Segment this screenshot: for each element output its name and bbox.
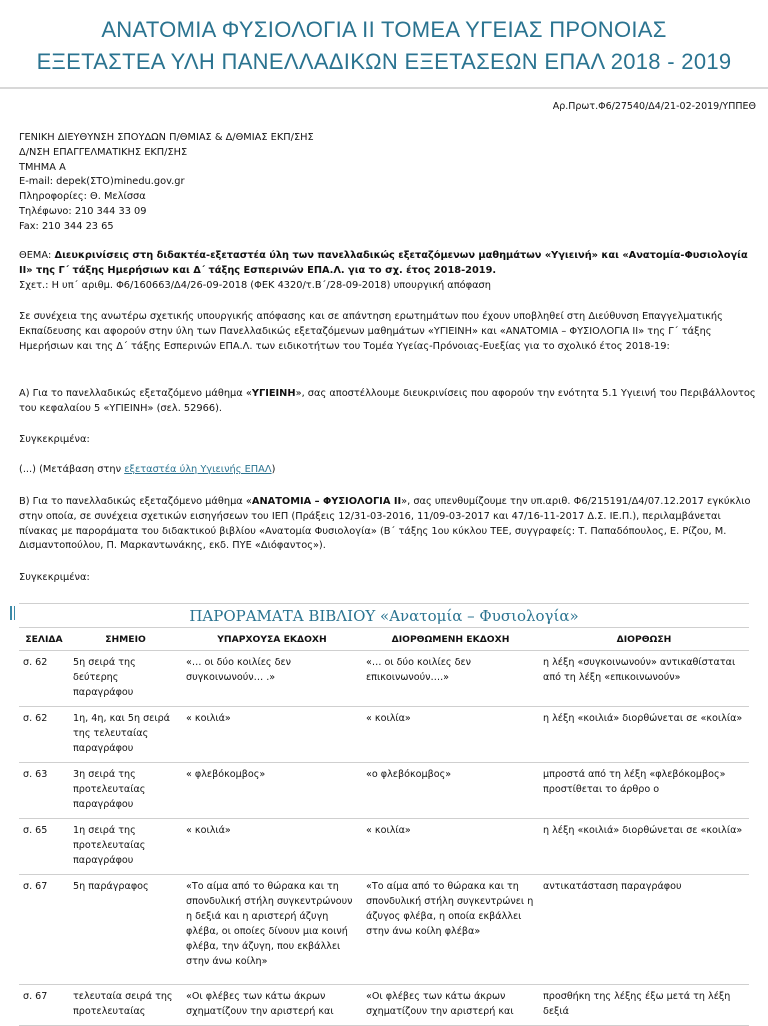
sender-fax: Fax: 210 344 23 65 xyxy=(19,220,114,232)
table-row xyxy=(19,651,749,707)
sender-email: E-mail: depek(ΣΤΟ)minedu.gov.gr xyxy=(19,176,185,188)
cell-correction: η λέξη «κοιλιά» διορθώνεται σε «κοιλία» xyxy=(539,819,749,875)
errata-heading xyxy=(19,603,749,628)
cell-existing: « φλεβόκομβος» xyxy=(182,763,362,819)
page-title-line-1: ΑΝΑΤΟΜΙΑ ΦΥΣΙΟΛΟΓΙΑ ΙΙ ΤΟΜΕΑ ΥΓΕΙΑΣ ΠΡΟΝΟΙΑΣ xyxy=(101,17,667,42)
cell-correction: προσθήκη της λέξης έξω μετά τη λέξη δεξιά xyxy=(539,985,749,1026)
specifically-text: Συγκεκριμένα: xyxy=(19,434,90,445)
sender-block xyxy=(19,131,757,235)
section-a-post: », σας αποστέλλουμε διευκρινίσεις που αφορούν την ενότητα 5.1 Υγιεινή του Περιβάλλοντος του κεφαλαίου 5 «ΥΓΙΕΙΝΗ» (σελ. 52966). xyxy=(19,388,756,414)
cell-existing: «… οι δύο κοιλίες δεν συγκοινωνούν… .» xyxy=(182,651,362,707)
heading-accent-bar xyxy=(14,606,15,620)
column-header-corrected: ΔΙΟΡΘΩΜΕΝΗ ΕΚΔΟΧΗ xyxy=(362,628,539,651)
table-row xyxy=(19,763,749,819)
heading-accent-bar xyxy=(10,606,12,620)
cell-page: σ. 67 xyxy=(19,875,69,985)
table-header-row xyxy=(19,628,749,651)
section-b-subject: ΑΝΑΤΟΜΙΑ – ΦΥΣΙΟΛΟΓΙΑ ΙΙ xyxy=(251,496,402,507)
cell-point: τελευταία σειρά της προτελευταίας xyxy=(69,985,182,1026)
related-reference: Σχετ.: Η υπ΄ αριθμ. Φ6/160663/Δ4/26-09-2018 (ΦΕΚ 4320/τ.Β΄/28-09-2018) υπουργική απόφαση xyxy=(19,279,491,291)
table-row xyxy=(19,985,749,1026)
page-header xyxy=(0,14,768,78)
cell-corrected: «Οι φλέβες των κάτω άκρων σχηματίζουν την αριστερή και xyxy=(362,985,539,1026)
cell-corrected: «ο φλεβόκομβος» xyxy=(362,763,539,819)
table-row xyxy=(19,875,749,985)
intro-text: Σε συνέχεια της ανωτέρω σχετικής υπουργικής απόφασης και σε απάντηση ερωτημάτων που έχουν υποβληθεί στη Διεύθυνση Επαγγελματικής Εκπαίδευσης και αφορούν στην ύλη των Πανελλαδικώς εξεταζόμενων μαθημάτων «ΥΓΙΕΙΝΗ» και «ΑΝΑΤΟΜΙΑ – ΦΥΣΙΟΛΟΓΙΑ ΙΙ» της Γ΄ τάξης Ημερήσιων και της Δ΄ τάξης Εσπερινών ΕΠΑ.Λ. των ειδικοτήτων του Τομέα Υγείας-Πρόνοιας-Ευεξίας για το σχολικό έτος 2018-19: xyxy=(19,311,723,352)
cell-correction: η λέξη «συγκοινωνούν» αντικαθίσταται από τη λέξη «επικοινωνούν» xyxy=(539,651,749,707)
section-b-post: », σας υπενθυμίζουμε την υπ.αριθ. Φ6/215191/Δ4/07.12.2017 εγκύκλιο στην οποία, σε συνέχεια σχετικών εισηγήσεων του ΙΕΠ (Πράξεις 12/31-03-2016, 11/09-03-2017 και 47/16-11-2017 Δ.Σ. ΙΕ.Π.), περιλαμβάνεται πίνακας με παροράματα του διδακτικού βιβλίου «Ανατομία Φυσιολογία» (Β΄ τάξης 1ου κύκλου ΤΕΕ, συγγραφείς: Τ. Παπαδόπουλος, Ε. Ρίζου, Μ. Δισμαντοπούλου, Π. Μαρκαντωνάκης, εκδ. ΠΥΕ «Διόφαντος»). xyxy=(19,496,751,552)
column-header-existing: ΥΠΑΡΧΟΥΣΑ ΕΚΔΟΧΗ xyxy=(182,628,362,651)
intro-paragraph xyxy=(19,310,757,354)
cell-point: 3η σειρά της προτελευταίας παραγράφου xyxy=(69,763,182,819)
subject-block xyxy=(19,249,757,293)
cell-page: σ. 65 xyxy=(19,819,69,875)
cell-existing: « κοιλιά» xyxy=(182,819,362,875)
column-header-page: ΣΕΛΙΔΑ xyxy=(19,628,69,651)
cell-corrected: « κοιλία» xyxy=(362,707,539,763)
specifically-label-2 xyxy=(19,571,757,586)
errata-table xyxy=(19,627,749,1026)
page-title-line-2: ΕΞΕΤΑΣΤΕΑ ΥΛΗ ΠΑΝΕΛΛΑΔΙΚΩΝ ΕΞΕΤΑΣΕΩΝ ΕΠΑΛ 2018 - 2019 xyxy=(36,49,732,74)
cell-page: σ. 67 xyxy=(19,985,69,1026)
cell-corrected: «… οι δύο κοιλίες δεν επικοινωνούν….» xyxy=(362,651,539,707)
subject-line xyxy=(19,249,757,279)
protocol-number: Αρ.Πρωτ.Φ6/27540/Δ4/21-02-2019/ΥΠΠΕΘ xyxy=(552,101,756,112)
specifically-label-1 xyxy=(19,433,757,448)
cell-corrected: « κοιλία» xyxy=(362,819,539,875)
header-divider xyxy=(0,87,768,89)
cell-point: 1η σειρά της προτελευταίας παραγράφου xyxy=(69,819,182,875)
cell-existing: «Οι φλέβες των κάτω άκρων σχηματίζουν την αριστερή και xyxy=(182,985,362,1026)
section-b-pre: Β) Για το πανελλαδικώς εξεταζόμενο μάθημα « xyxy=(19,496,252,507)
cell-page: σ. 63 xyxy=(19,763,69,819)
cell-corrected: «Το αίμα από το θώρακα και τη σπονδυλική στήλη συγκεντρώνει η άζυγος φλέβα, η οποία εκβάλλει στην άνω κοίλη φλέβα» xyxy=(362,875,539,985)
redirect-post: ) xyxy=(271,464,276,475)
section-a-paragraph xyxy=(19,387,757,417)
subject-label: ΘΕΜΑ: xyxy=(19,250,55,261)
section-b-paragraph xyxy=(19,495,757,554)
sender-line: Δ/ΝΣΗ ΕΠΑΓΓΕΛΜΑΤΙΚΗΣ ΕΚΠ/ΣΗΣ xyxy=(19,146,188,158)
specifically-text: Συγκεκριμένα: xyxy=(19,572,90,583)
sender-line: ΤΜΗΜΑ Α xyxy=(19,161,66,173)
cell-existing: « κοιλιά» xyxy=(182,707,362,763)
section-a-subject: ΥΓΙΕΙΝΗ xyxy=(251,388,296,399)
cell-point: 5η σειρά της δεύτερης παραγράφου xyxy=(69,651,182,707)
column-header-correction: ΔΙΟΡΘΩΣΗ xyxy=(539,628,749,651)
errata-title-text: ΠΑΡΟΡΑΜΑΤΑ ΒΙΒΛΙΟΥ «Ανατομία – Φυσιολογία» xyxy=(189,607,579,625)
sender-phone: Τηλέφωνο: 210 344 33 09 xyxy=(19,205,147,217)
table-row xyxy=(19,707,749,763)
cell-page: σ. 62 xyxy=(19,651,69,707)
cell-existing: «Το αίμα από το θώρακα και τη σπονδυλική στήλη συγκεντρώνουν η δεξιά και η αριστερή άζυγη φλέβα, οι οποίες δίνουν μια κοινή φλέβα, την άζυγη, που εκβάλλει στην άνω κοίλη» xyxy=(182,875,362,985)
subject-text: Διευκρινίσεις στη διδακτέα-εξεταστέα ύλη των πανελλαδικώς εξεταζόμενων μαθημάτων «Υγιεινή» και «Ανατομία-Φυσιολογία ΙΙ» της Γ΄ τάξης Ημερήσιων και Δ΄ τάξης Εσπερινών ΕΠΑ.Λ. για το σχ. έτος 2018-2019. xyxy=(19,250,748,276)
sender-line: Πληροφορίες: Θ. Μελίσσα xyxy=(19,191,146,203)
redirect-line xyxy=(19,463,757,478)
cell-correction: η λέξη «κοιλιά» διορθώνεται σε «κοιλία» xyxy=(539,707,749,763)
hygiene-syllabus-link[interactable]: εξεταστέα ύλη Υγιεινής ΕΠΑΛ xyxy=(124,464,272,475)
redirect-pre: (...) (Μετάβαση στην xyxy=(19,464,125,475)
column-header-point: ΣΗΜΕΙΟ xyxy=(69,628,182,651)
cell-point: 5η παράγραφος xyxy=(69,875,182,985)
sender-line: ΓΕΝΙΚΗ ΔΙΕΥΘΥΝΣΗ ΣΠΟΥΔΩΝ Π/ΘΜΙΑΣ & Δ/ΘΜΙΑΣ ΕΚΠ/ΣΗΣ xyxy=(19,132,314,143)
cell-correction: μπροστά από τη λέξη «φλεβόκομβος» προστίθεται το άρθρο ο xyxy=(539,763,749,819)
section-a-pre: Α) Για το πανελλαδικώς εξεταζόμενο μάθημα « xyxy=(19,388,252,399)
table-row xyxy=(19,819,749,875)
cell-correction: αντικατάσταση παραγράφου xyxy=(539,875,749,985)
cell-point: 1η, 4η, και 5η σειρά της τελευταίας παραγράφου xyxy=(69,707,182,763)
cell-page: σ. 62 xyxy=(19,707,69,763)
